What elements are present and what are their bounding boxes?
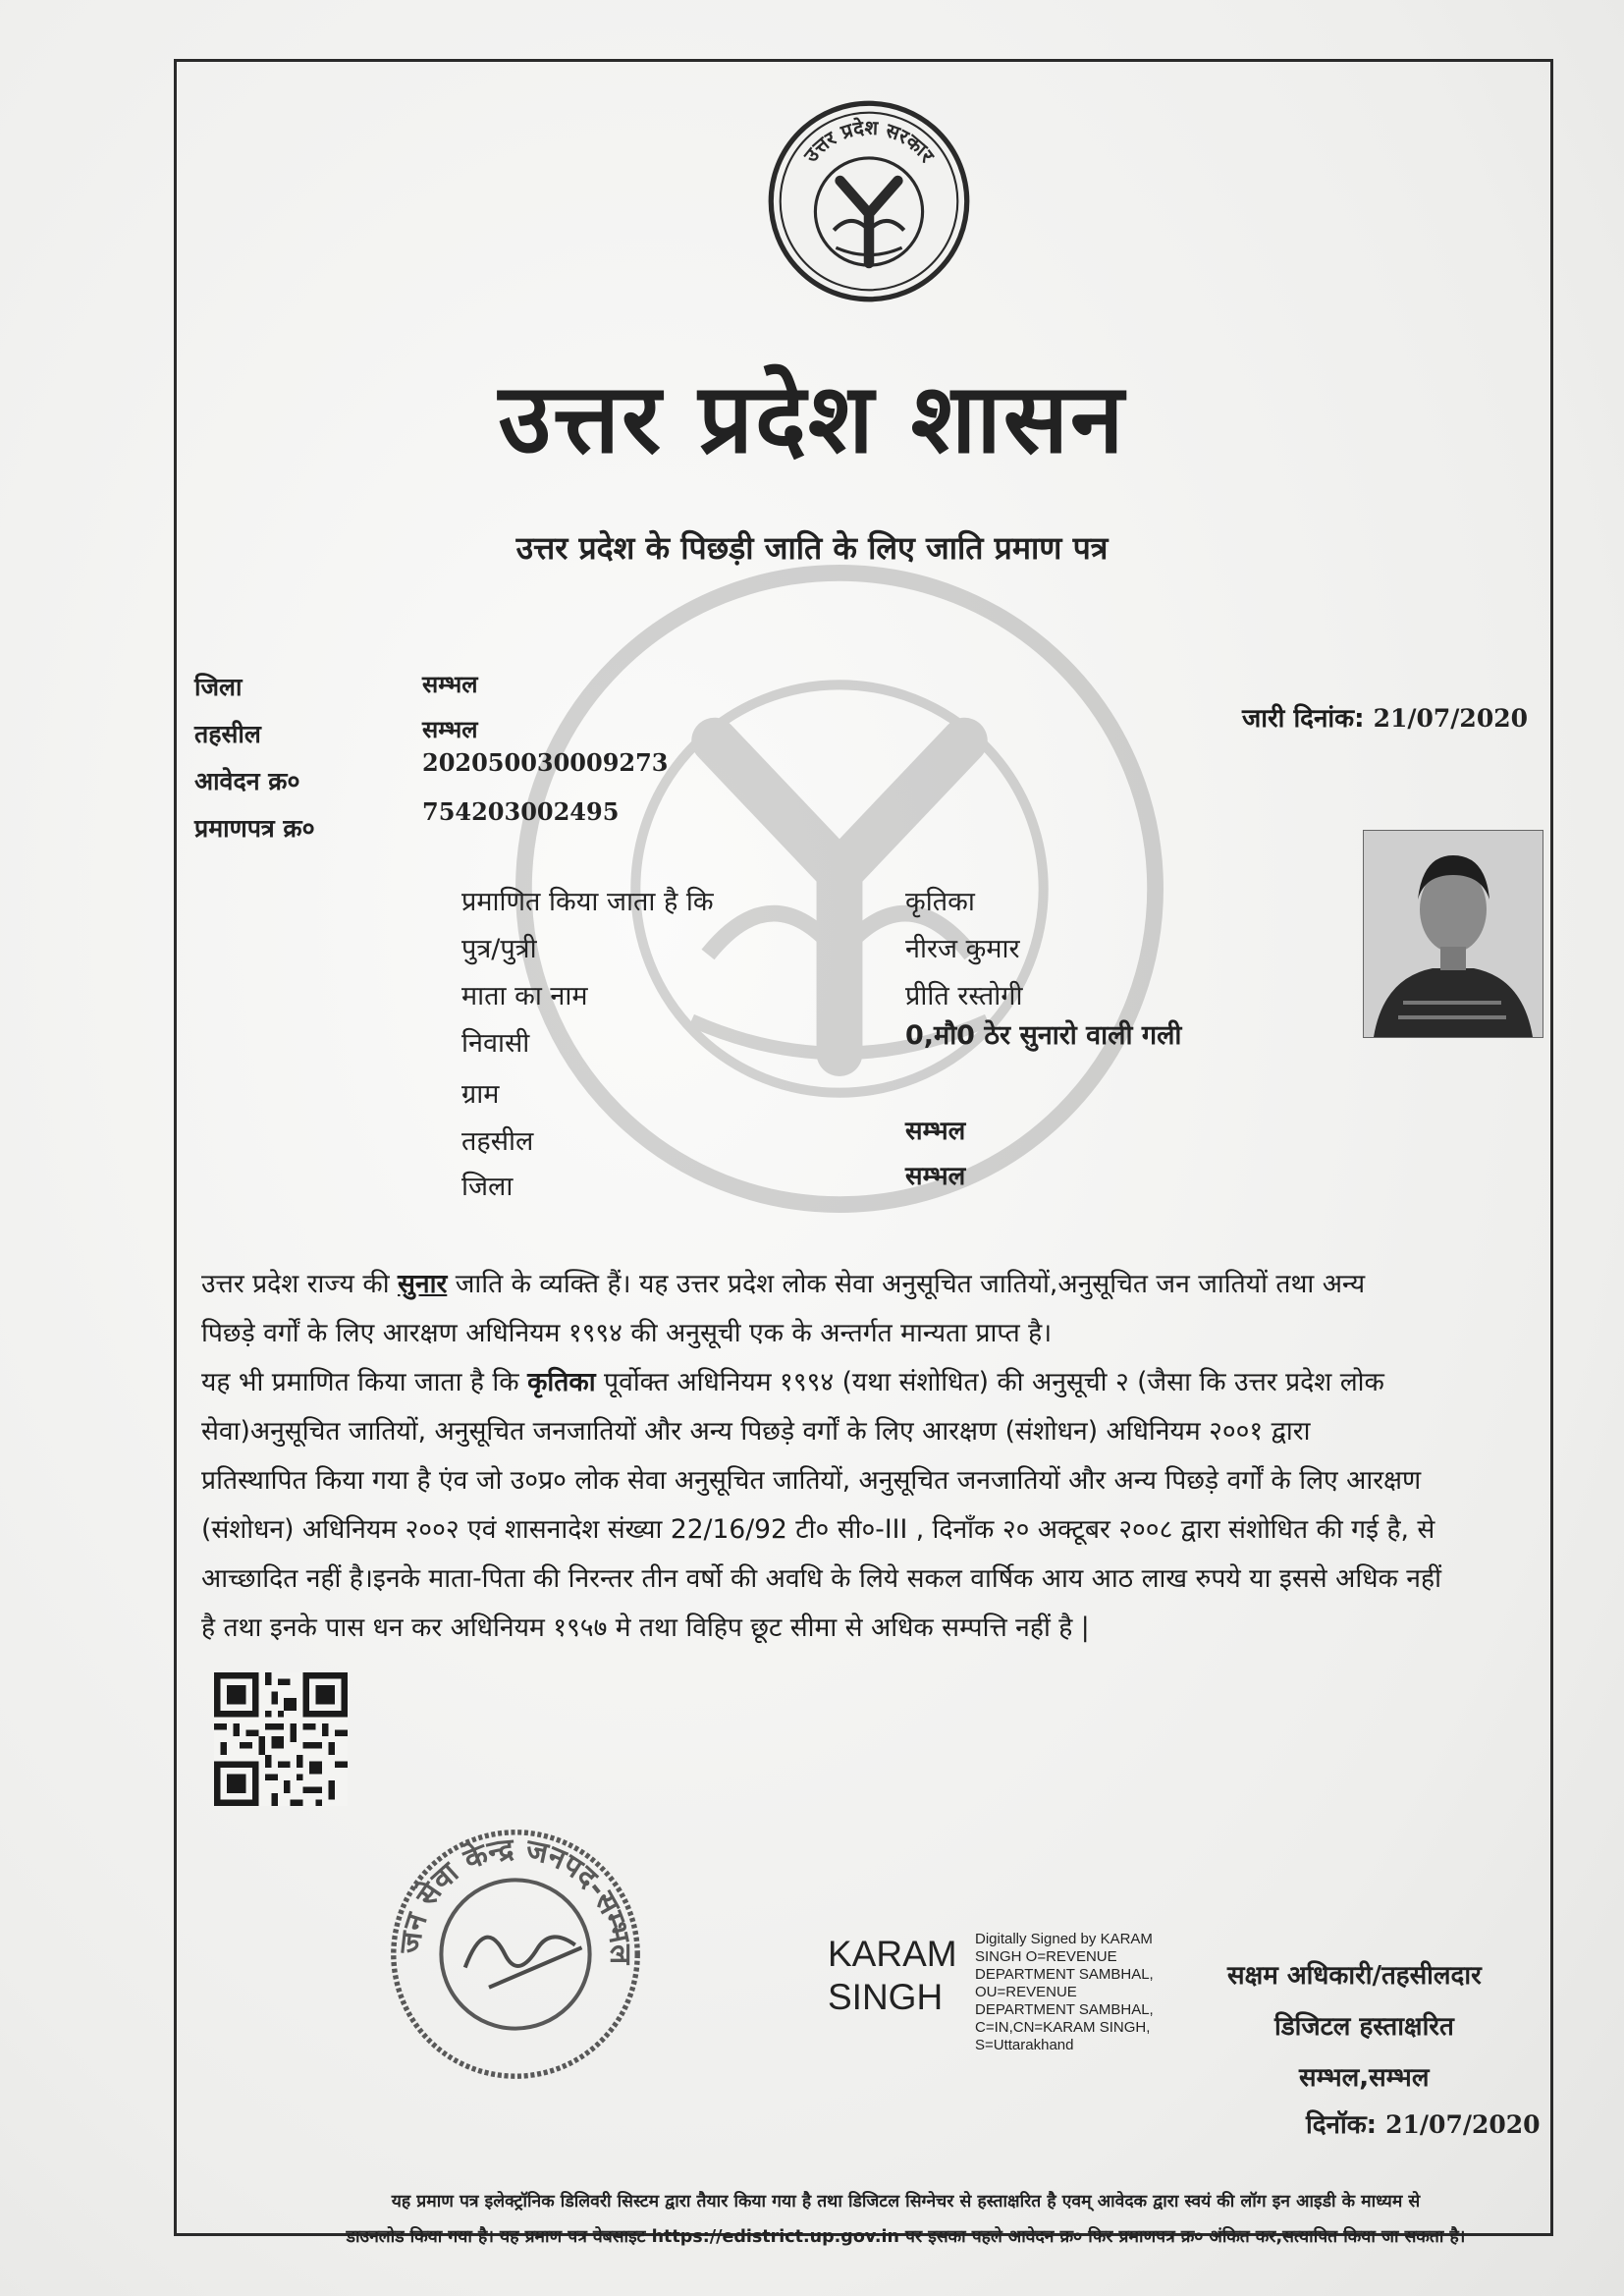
certificate-number-label: प्रमाणपत्र क्र० <box>194 814 315 843</box>
authority-date <box>1306 2105 1541 2141</box>
applicant-name: कृतिका <box>527 1367 596 1397</box>
body-line: (संशोधन) अधिनियम २००२ एवं शासनादेश संख्या 22/16/92 टी० सी०-III , दिनाँक २० अक्टूबर २००८ द्वारा संशोधित की गई है, से <box>201 1514 1435 1545</box>
district-value: सम्भल <box>422 670 478 698</box>
body-line <box>201 1358 1581 1407</box>
footer-line: यह प्रमाण पत्र इलेक्ट्रॉनिक डिलिवरी सिस्टम द्वारा तैयार किया गया है तथा डिजिटल सिग्नेचर से हस्ताक्षरित है एवम् आवेदक द्वारा स्वयं की लॉग इन आइडी के माध्यम से <box>391 2192 1421 2212</box>
signature-detail-line: DEPARTMENT SAMBHAL, <box>975 1966 1154 1983</box>
signer-name-line: SINGH <box>828 1977 944 2017</box>
detail-value-tehsil: सम्भल <box>905 1117 966 1146</box>
district-label: जिला <box>194 673 243 701</box>
body-text: उत्तर प्रदेश राज्य की <box>201 1269 398 1299</box>
certificate-body <box>201 1260 1581 1653</box>
signer-name-line: KARAM <box>828 1934 957 1974</box>
page-title: उत्तर प्रदेश शासन <box>498 363 1126 475</box>
authority-place: सम्भल,सम्भल <box>1299 2063 1430 2093</box>
application-number-label: आवेदन क्र० <box>194 767 300 795</box>
signature-detail-line: SINGH O=REVENUE <box>975 1948 1117 1965</box>
svg-text:जन सेवा केन्द्र जनपद-सम्भल: जन सेवा केन्द्र जनपद-सम्भल <box>393 1831 638 1965</box>
certificate-subtitle: उत्तर प्रदेश के पिछड़ी जाति के लिए जाति प्रमाण पत्र <box>515 529 1109 567</box>
signer-name <box>828 1933 957 2019</box>
detail-value-name: कृतिका <box>905 887 975 917</box>
caste-name: सुनार <box>397 1269 448 1299</box>
detail-value-address: 0,मौ0 ठेर सुनारो वाली गली <box>905 1020 1182 1051</box>
detail-label-certified: प्रमाणित किया जाता है कि <box>461 887 714 917</box>
body-line <box>201 1260 1581 1309</box>
signature-detail-line: DEPARTMENT SAMBHAL, <box>975 2001 1154 2018</box>
issue-date-value: 21/07/2020 <box>1373 704 1528 733</box>
detail-label-resident: निवासी <box>461 1028 530 1059</box>
signature-detail-line: C=IN,CN=KARAM SINGH, <box>975 2019 1151 2036</box>
body-text: यह भी प्रमाणित किया जाता है कि <box>201 1367 528 1397</box>
applicant-photo <box>1363 830 1543 1038</box>
detail-label-village: ग्राम <box>461 1079 500 1110</box>
issue-date-label: जारी दिनांक: <box>1242 704 1365 734</box>
up-government-emblem <box>766 98 972 304</box>
detail-value-mother: प्रीति रस्तोगी <box>905 981 1023 1011</box>
detail-value-district: सम्भल <box>905 1162 966 1191</box>
detail-label-mother: माता का नाम <box>461 981 588 1011</box>
signature-detail-line: Digitally Signed by KARAM <box>975 1931 1153 1947</box>
body-text: जाति के व्यक्ति हैं। यह उत्तर प्रदेश लोक सेवा अनुसूचित जातियों,अनुसूचित जन जातियों तथा अन्य <box>447 1269 1366 1299</box>
footer-line: डाउनलोड किया गया है। यह प्रमाण पत्र वेबसाइट https://edistrict.up.gov.in पर इसका पहले आवेदन क्र० फिर प्रमाणपत्र क्र० अंकित कर,सत्यापित किया जा सकता है। <box>346 2227 1466 2247</box>
issue-date <box>1242 699 1528 735</box>
jan-seva-kendra-seal <box>383 1822 648 2087</box>
authority-date-value: 21/07/2020 <box>1385 2110 1541 2139</box>
body-line: पिछड़े वर्गों के लिए आरक्षण अधिनियम १९९४ की अनुसूची एक के अन्तर्गत मान्यता प्राप्त है। <box>201 1318 1053 1348</box>
tehsil-label: तहसील <box>194 720 261 748</box>
body-line: आच्छादित नहीं है।इनके माता-पिता की निरन्तर तीन वर्षो की अवधि के लिये सकल वार्षिक आय आठ लाख रुपये या इससे अधिक नहीं <box>201 1563 1441 1594</box>
authority-date-label: दिनॉक: <box>1306 2110 1378 2140</box>
detail-label-district: जिला <box>461 1172 514 1202</box>
authority-digitally-signed: डिजिटल हस्ताक्षरित <box>1274 2012 1454 2042</box>
detail-value-father: नीरज कुमार <box>905 934 1020 964</box>
detail-label-tehsil: तहसील <box>461 1126 534 1157</box>
footer-note <box>236 2184 1576 2255</box>
qr-code <box>214 1672 348 1806</box>
signature-detail-line: S=Uttarakhand <box>975 2037 1074 2053</box>
certificate-number-value: 754203002495 <box>422 797 620 826</box>
body-line: प्रतिस्थापित किया गया है एंव जो उ०प्र० लोक सेवा अनुसूचित जातियों, अनुसूचित जनजातियों और अन्य पिछड़े वर्गों के लिए आरक्षण <box>201 1465 1422 1496</box>
body-text: पूर्वोक्त अधिनियम १९९४ (यथा संशोधित) की अनुसूची २ (जैसा कि उत्तर प्रदेश लोक <box>595 1367 1384 1397</box>
authority-designation: सक्षम अधिकारी/तहसीलदार <box>1227 1961 1482 1991</box>
body-line: सेवा)अनुसूचित जातियों, अनुसूचित जनजातियों और अन्य पिछड़े वर्गों के लिए आरक्षण (संशोधन) अधिनियम २००१ द्वारा <box>201 1416 1311 1447</box>
body-line: है तथा इनके पास धन कर अधिनियम १९५७ मे तथा विहिप छूट सीमा से अधिक सम्पत्ति नहीं है | <box>201 1613 1090 1643</box>
signature-detail-line: OU=REVENUE <box>975 1984 1077 2000</box>
svg-text:उत्तर प्रदेश सरकार: उत्तर प्रदेश सरकार <box>798 115 940 167</box>
detail-label-son-daughter: पुत्र/पुत्री <box>461 934 537 964</box>
tehsil-value: सम्भल <box>422 715 478 743</box>
digital-signature-details <box>975 1931 1154 2054</box>
application-number-value: 202050030009273 <box>422 748 669 777</box>
